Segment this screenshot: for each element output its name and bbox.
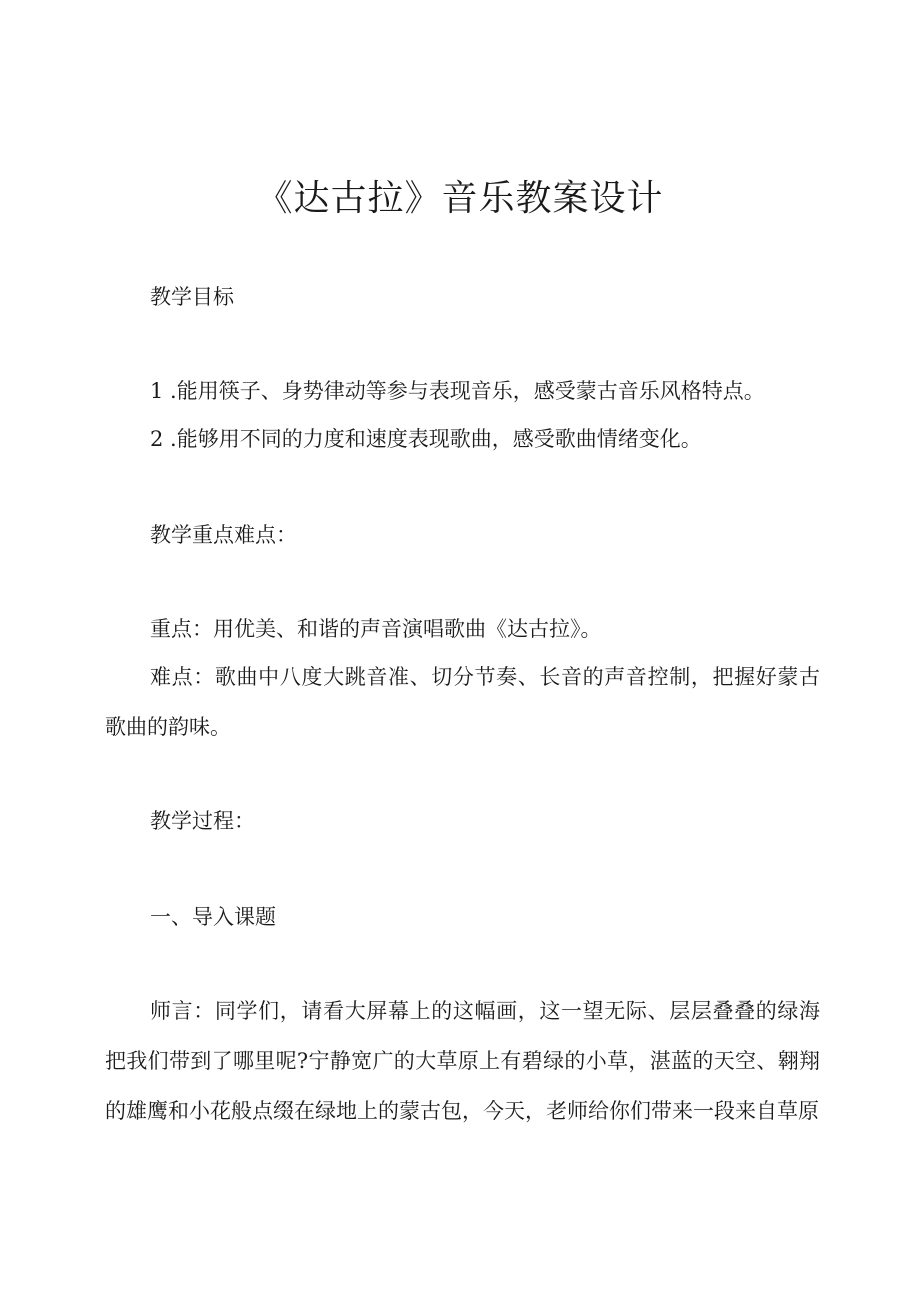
key-point-text: 重点：用优美、和谐的声音演唱歌曲《达古拉》。 — [150, 617, 602, 641]
section-heading-process: 教学过程： — [150, 809, 255, 833]
teacher-speech-paragraph: 师言：同学们，请看大屏幕上的这幅画，这一望无际、层层叠叠的绿海把我们带到了哪里呢?宁静宽广的大草原上有碧绿的小草，湛蓝的天空、翱翔的雄鹰和小花般点缀在绿地上的蒙古包，今天，老师给你们带来一段来自草原 — [105, 999, 820, 1123]
section-heading-goals: 教学目标 — [150, 285, 234, 309]
goal-item-2: 2 .能够用不同的力度和速度表现歌曲，感受歌曲情绪变化。 — [150, 427, 702, 451]
goal-item-1: 1 .能用筷子、身势律动等参与表现音乐，感受蒙古音乐风格特点。 — [150, 379, 765, 403]
section-heading-key-points: 教学重点难点： — [150, 523, 297, 547]
step-heading-1: 一、导入课题 — [150, 905, 276, 929]
document-title: 《达古拉》音乐教案设计 — [256, 178, 664, 219]
difficulty-text: 难点：歌曲中八度大跳音准、切分节奏、长音的声音控制，把握好蒙古歌曲的韵味。 — [105, 665, 820, 739]
